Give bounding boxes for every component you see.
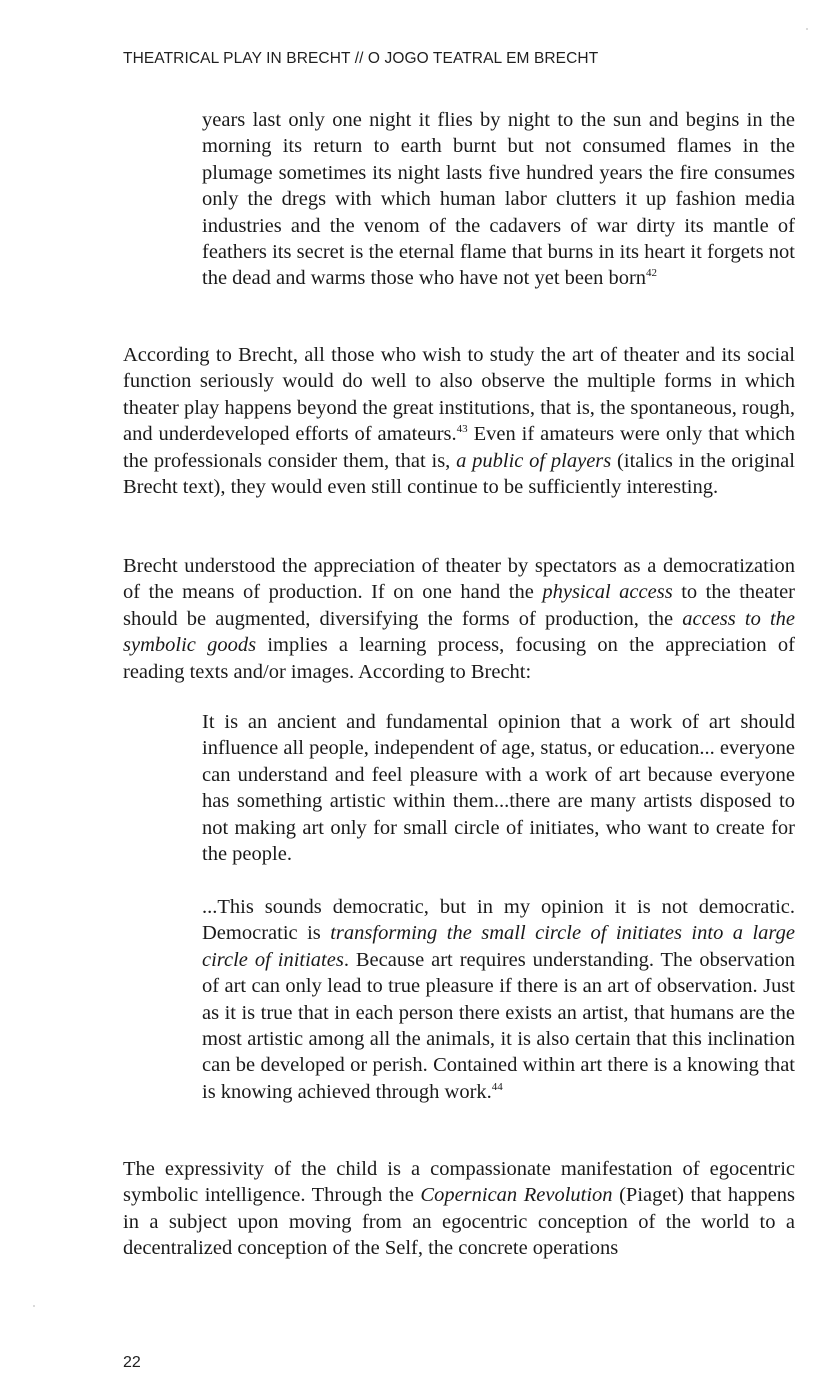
footnote-ref-43[interactable]: 43	[456, 423, 468, 436]
block-quote-3-text	[202, 894, 795, 1105]
paragraph-segment: Brecht understood the appreciation of theater by spectators as a democratization of the means of production. If on one hand the	[123, 555, 795, 604]
quote-segment: ...This sounds democratic, but in my opinion it is not democratic. Democratic is	[202, 896, 795, 945]
paragraph-democratization	[123, 553, 795, 685]
quote-text: years last only one night it flies by night to the sun and begins in the morning its return to earth burnt but not consumed flames in the plumage sometimes its night lasts five hundred years the fire consumes only the dregs with which human labor clutters it up fashion media industries and the venom of the cadavers of war dirty its mantle of feathers its secret is the eternal flame that burns in its heart it forgets not the dead and warms those who have not yet been born	[202, 109, 795, 290]
paragraph-expressivity	[123, 1156, 795, 1262]
paragraph-segment: According to Brecht, all those who wish to study the art of theater and its social function seriously would do well to also observe the multiple forms in which theater play happens beyond the great institutions, that is, the spontaneous, rough, and underdeveloped efforts of amateurs.	[123, 344, 795, 446]
italic-phrase: transforming the small circle of initiates into a large circle of initiates	[202, 922, 795, 971]
paragraph-democratization-text	[123, 553, 795, 685]
paragraph-segment: The expressivity of the child is a compassionate manifestation of egocentric symbolic intelligence. Through the	[123, 1158, 795, 1207]
page-number: 22	[123, 1354, 141, 1371]
paragraph-segment: Even if amateurs were only that which the professionals consider them, that is,	[123, 423, 796, 472]
quote-segment: . Because art requires understanding. The observation of art can only lead to true pleasure if there is an art of observation. Just as it is true that in each person there exists an artist, that humans are the most artistic among all the animals, it is also certain that this inclination can be developed or perish. Contained within art there is a knowing that is knowing achieved through work.	[202, 948, 795, 1103]
paragraph-segment: (italics in the original Brecht text), they would even still continue to be sufficiently interesting.	[123, 449, 795, 499]
footnote-ref-44[interactable]: 44	[491, 1081, 503, 1094]
block-quote-3	[202, 894, 795, 1105]
footnote-ref-42[interactable]: 42	[646, 267, 658, 280]
block-quote-2	[202, 709, 795, 867]
paragraph-segment: implies a learning process, focusing on the appreciation of reading texts and/or images. According to Brecht:	[123, 634, 795, 683]
italic-phrase: physical access	[542, 581, 673, 604]
italic-phrase: Copernican Revolution	[420, 1184, 613, 1207]
paragraph-amateurs-text	[123, 342, 795, 500]
running-header: THEATRICAL PLAY IN BRECHT // O JOGO TEATRAL EM BRECHT	[123, 50, 599, 67]
paragraph-amateurs	[123, 342, 795, 500]
paragraph-segment: (Piaget) that happens in a subject upon moving from an egocentric conception of the world to a decentralized conception of the Self, the concrete operations	[123, 1184, 796, 1260]
block-quote-2-text: It is an ancient and fundamental opinion that a work of art should influence all people, independent of age, status, or education... everyone can understand and feel pleasure with a work of art because everyone has something artistic within them...there are many artists disposed to not making art only for small circle of initiates, who want to create for the people.	[202, 711, 795, 866]
block-quote-1-text	[202, 107, 795, 292]
paragraph-segment: to the theater should be augmented, diversifying the forms of production, the	[123, 581, 795, 630]
scan-speck	[33, 1305, 35, 1307]
italic-phrase: access to the symbolic goods	[123, 607, 795, 657]
block-quote-1	[202, 107, 795, 292]
italic-phrase: a public of players	[456, 449, 612, 472]
scan-speck	[806, 28, 808, 30]
paragraph-expressivity-text	[123, 1156, 795, 1262]
